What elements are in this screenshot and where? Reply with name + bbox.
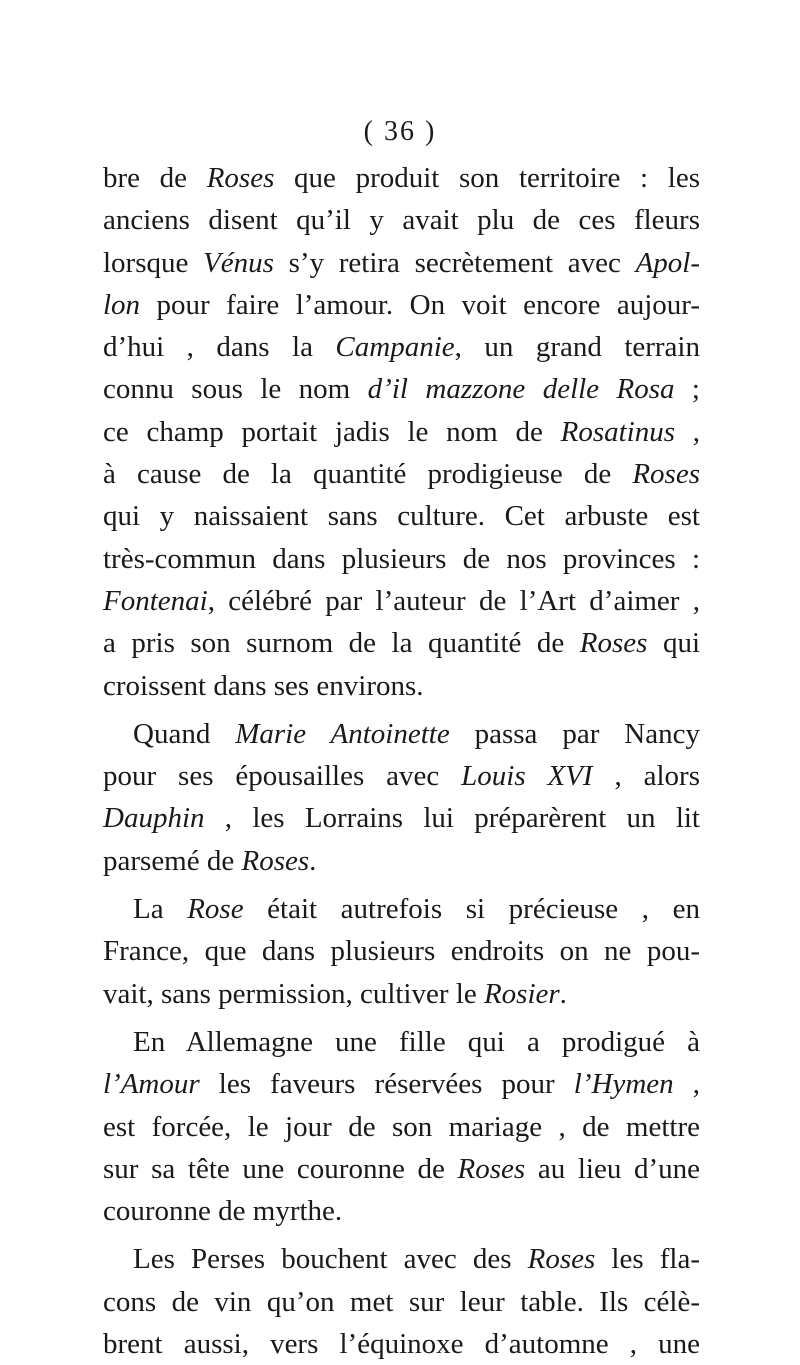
page-number: ( 36 ) — [363, 116, 437, 147]
text-run: bre de — [103, 162, 207, 194]
text-run: les faveurs réservées pour — [199, 1068, 574, 1101]
text-run: s’y retira secrètement avec — [273, 246, 636, 279]
text-line — [103, 888, 700, 930]
text-line — [103, 713, 700, 755]
text-run: cons de vin qu’on met sur leur table. Ils célè- — [103, 1285, 700, 1318]
text-run: qui y naissaient sans culture. Cet arbuste est — [103, 500, 700, 533]
text-run: ; — [674, 373, 700, 406]
text-run: d’hui , dans la — [103, 331, 336, 364]
text-run: passa par Nancy — [449, 717, 700, 750]
italic-text: Vénus — [203, 246, 274, 279]
text-run: au lieu d’une — [525, 1152, 701, 1185]
text-line — [103, 368, 700, 410]
text-run: les fla- — [595, 1243, 700, 1276]
text-run: était autrefois si précieuse , en — [243, 893, 700, 926]
text-line — [103, 1190, 700, 1232]
italic-text: Roses — [632, 458, 700, 491]
text-line — [103, 755, 700, 797]
italic-text: Rosier — [483, 977, 560, 1010]
text-run: anciens disent qu’il y avait plu de ces fleurs — [103, 204, 700, 237]
text-line — [103, 242, 700, 284]
text-run: , — [675, 415, 701, 448]
italic-text: lon — [103, 288, 141, 321]
text-run: France, que dans plusieurs endroits on ne pou- — [103, 935, 700, 968]
text-run: qui — [647, 627, 700, 660]
text-run: parsemé de — [103, 844, 242, 877]
italic-text: Marie Antoinette — [235, 717, 450, 750]
italic-text: Apol- — [635, 246, 701, 279]
text-line — [103, 411, 700, 453]
text-line — [103, 840, 700, 882]
italic-text: Louis XVI — [461, 760, 593, 793]
text-line — [103, 1148, 700, 1190]
italic-text: Fontenai — [103, 584, 208, 617]
text-line — [103, 1323, 700, 1365]
italic-text: Rosatinus — [560, 415, 676, 448]
text-run: , célébré par l’auteur de l’Art d’aimer , — [207, 584, 700, 617]
italic-text: Roses — [206, 162, 275, 194]
text-run: La — [133, 893, 188, 926]
italic-text: Roses — [457, 1152, 526, 1185]
text-run: Quand — [133, 717, 236, 750]
text-run: , — [673, 1068, 700, 1101]
text-line — [103, 453, 700, 495]
italic-text: Roses — [241, 844, 310, 877]
text-run: vait, sans permission, cultiver le — [103, 977, 484, 1010]
text-line — [103, 157, 700, 199]
text-line — [103, 797, 700, 839]
italic-text: l’Amour — [103, 1068, 200, 1101]
text-run: pour ses épousailles avec — [103, 760, 462, 793]
text-line — [103, 284, 700, 326]
text-line — [103, 930, 700, 972]
text-run: ce champ portait jadis le nom de — [103, 415, 561, 448]
text-run: Les Perses bouchent avec des — [133, 1243, 528, 1276]
italic-text: Campanie — [335, 331, 455, 364]
text-line — [103, 1021, 700, 1063]
text-run: très-commun dans plusieurs de nos provinces : — [103, 542, 700, 575]
text-run: brent aussi, vers l’équinoxe d’automne , une — [103, 1328, 700, 1361]
text-run: , les Lorrains lui préparèrent un lit — [204, 802, 700, 835]
italic-text: Rose — [187, 893, 244, 926]
text-run: En Allemagne une fille qui a prodigué à — [133, 1025, 700, 1058]
text-run: couronne de myrthe. — [103, 1195, 343, 1228]
text-line — [103, 1106, 700, 1148]
text-run: lorsque — [103, 246, 204, 279]
text-run: sur sa tête une couronne de — [103, 1152, 458, 1185]
text-line — [103, 495, 700, 537]
text-line — [103, 1281, 700, 1323]
text-line — [103, 973, 700, 1015]
text-line — [103, 199, 700, 241]
text-line — [103, 1238, 700, 1280]
text-line — [103, 665, 700, 707]
text-line — [103, 538, 700, 580]
text-line — [103, 622, 700, 664]
text-line — [103, 326, 700, 368]
italic-text: Dauphin — [103, 802, 205, 835]
text-run: . — [309, 844, 317, 877]
text-run: a pris son surnom de la quantité de — [103, 627, 580, 660]
text-line — [103, 580, 700, 622]
text-run: , alors — [592, 760, 700, 793]
text-line — [103, 1063, 700, 1105]
italic-text: l’Hymen — [573, 1068, 674, 1101]
text-run: que produit son territoire : les — [274, 162, 700, 194]
text-run: à cause de la quantité prodigieuse de — [103, 458, 633, 491]
text-run: est forcée, le jour de son mariage , de mettre — [103, 1110, 700, 1143]
text-run: . — [559, 977, 567, 1010]
text-run: pour faire l’amour. On voit encore aujour- — [140, 288, 700, 321]
italic-text: Roses — [579, 627, 648, 660]
text-run: connu sous le nom — [103, 373, 368, 406]
text-run: croissent dans ses environs. — [103, 669, 424, 702]
italic-text: d’il mazzone delle Rosa — [367, 373, 675, 406]
italic-text: Roses — [527, 1243, 596, 1276]
body-text — [103, 157, 700, 1365]
text-run: , un grand terrain — [454, 331, 700, 364]
